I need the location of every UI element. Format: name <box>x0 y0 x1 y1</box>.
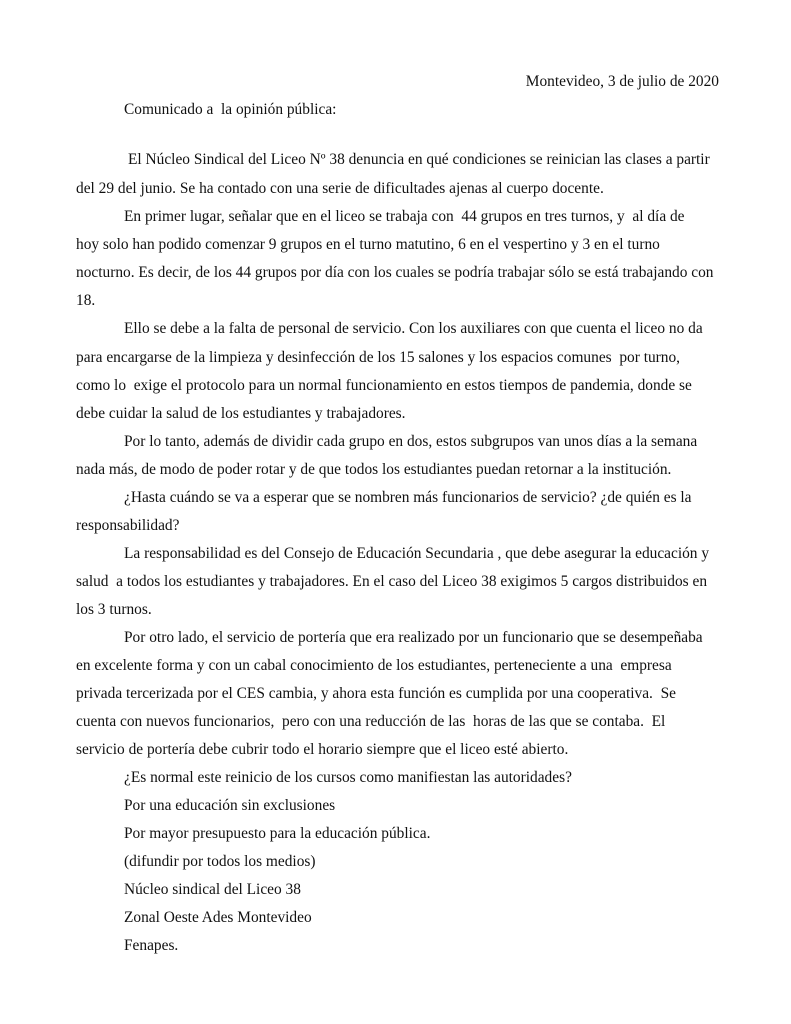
paragraph-line: 18. <box>76 292 96 309</box>
signature-line: Fenapes. <box>124 937 179 954</box>
paragraph-line: privada tercerizada por el CES cambia, y ahora esta función es cumplida por una cooperativa. Se <box>76 685 676 702</box>
date-line: Montevideo, 3 de julio de 2020 <box>525 73 719 90</box>
paragraph-line: para encargarse de la limpieza y desinfección de los 15 salones y los espacios comunes por turno, <box>76 349 681 366</box>
paragraph-line: Ello se debe a la falta de personal de servicio. Con los auxiliares con que cuenta el liceo no da <box>124 320 703 337</box>
paragraph-line: responsabilidad? <box>76 517 180 534</box>
slogan-line: Por una educación sin exclusiones <box>124 797 336 814</box>
paragraph-line: los 3 turnos. <box>76 601 152 618</box>
paragraph-line: El Núcleo Sindical del Liceo Nº 38 denuncia en qué condiciones se reinician las clases a partir <box>128 151 710 168</box>
closing-question: ¿Es normal este reinicio de los cursos como manifiestan las autoridades? <box>124 769 572 786</box>
paragraph-line: cuenta con nuevos funcionarios, pero con una reducción de las horas de las que se contaba. El <box>76 713 666 730</box>
signature-line: Zonal Oeste Ades Montevideo <box>124 909 312 926</box>
paragraph-line: servicio de portería debe cubrir todo el horario siempre que el liceo esté abierto. <box>76 741 569 758</box>
slogan-line: Por mayor presupuesto para la educación pública. <box>124 825 431 842</box>
paragraph-line: nada más, de modo de poder rotar y de que todos los estudiantes puedan retornar a la institución. <box>76 461 672 478</box>
paragraph-line: En primer lugar, señalar que en el liceo se trabaja con 44 grupos en tres turnos, y al día de <box>124 208 685 225</box>
paragraph-line: nocturno. Es decir, de los 44 grupos por día con los cuales se podría trabajar sólo se está trabajando con <box>76 264 714 281</box>
paragraph-line: como lo exige el protocolo para un normal funcionamiento en estos tiempos de pandemia, donde se <box>76 377 692 394</box>
paragraph-line: del 29 del junio. Se ha contado con una serie de dificultades ajenas al cuerpo docente. <box>76 180 604 197</box>
paragraph-line: Por lo tanto, además de dividir cada grupo en dos, estos subgrupos van unos días a la semana <box>124 433 698 450</box>
paragraph-line: en excelente forma y con un cabal conocimiento de los estudiantes, perteneciente a una empresa <box>76 657 672 674</box>
heading: Comunicado a la opinión pública: <box>124 101 337 118</box>
paragraph-line: salud a todos los estudiantes y trabajadores. En el caso del Liceo 38 exigimos 5 cargos distribuidos en <box>76 573 708 590</box>
paragraph-line: ¿Hasta cuándo se va a esperar que se nombren más funcionarios de servicio? ¿de quién es la <box>124 489 692 506</box>
paragraph-line: debe cuidar la salud de los estudiantes y trabajadores. <box>76 405 406 422</box>
signature-line: Núcleo sindical del Liceo 38 <box>124 881 301 898</box>
paragraph-line: La responsabilidad es del Consejo de Educación Secundaria , que debe asegurar la educación y <box>124 545 710 562</box>
paragraph-line: Por otro lado, el servicio de portería que era realizado por un funcionario que se desempeñaba <box>124 629 703 646</box>
distribution-note: (difundir por todos los medios) <box>124 853 316 870</box>
paragraph-line: hoy solo han podido comenzar 9 grupos en el turno matutino, 6 en el vespertino y 3 en el turno <box>76 236 660 253</box>
